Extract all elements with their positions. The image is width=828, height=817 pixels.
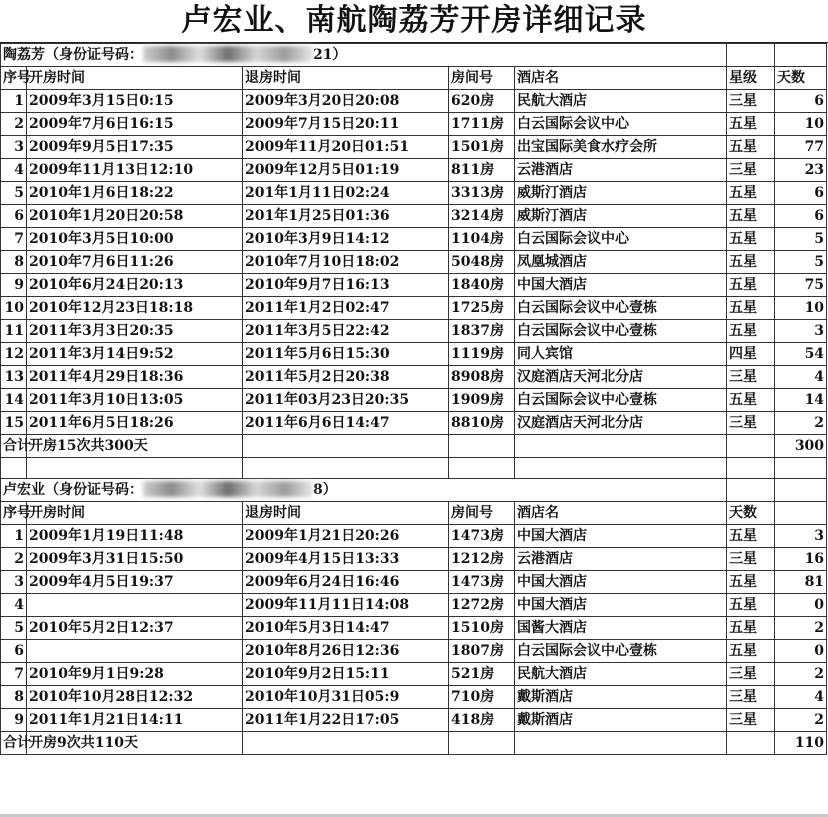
table-row [1, 90, 827, 113]
table-row [1, 182, 827, 205]
section-2-header-row [1, 502, 827, 525]
cell-checkout: 201年1月25日01:36 [243, 205, 449, 228]
cell-star: 五星 [727, 136, 775, 159]
cell-no: 2 [1, 548, 27, 571]
cell-room: 1510房 [449, 617, 515, 640]
cell-hotel: 汉庭酒店天河北分店 [515, 366, 727, 389]
cell-hotel: 民航大酒店 [515, 90, 727, 113]
header-hotel: 酒店名 [515, 502, 727, 525]
cell-checkin: 2009年3月31日15:50 [27, 548, 243, 571]
table-row [1, 617, 827, 640]
cell-checkout: 2010年5月3日14:47 [243, 617, 449, 640]
cell-checkout: 2011年03月23日20:35 [243, 389, 449, 412]
cell-checkout: 2009年11月11日14:08 [243, 594, 449, 617]
cell-checkout: 2011年5月2日20:38 [243, 366, 449, 389]
cell-days: 2 [775, 709, 827, 732]
cell-no: 10 [1, 297, 27, 320]
section-1-label-row [1, 44, 827, 67]
cell-checkin: 2009年4月5日19:37 [27, 571, 243, 594]
cell-hotel: 中国大酒店 [515, 274, 727, 297]
cell-room: 1807房 [449, 640, 515, 663]
cell-star: 四星 [727, 343, 775, 366]
cell-star: 三星 [727, 663, 775, 686]
cell-room: 418房 [449, 709, 515, 732]
cell-checkin: 2010年12月23日18:18 [27, 297, 243, 320]
cell-hotel: 白云国际会议中心壹栋 [515, 389, 727, 412]
cell-no: 12 [1, 343, 27, 366]
cell-days: 4 [775, 366, 827, 389]
cell-star: 三星 [727, 686, 775, 709]
cell-days: 2 [775, 663, 827, 686]
cell-checkout: 2011年6月6日14:47 [243, 412, 449, 435]
cell-days: 6 [775, 90, 827, 113]
cell-room: 1909房 [449, 389, 515, 412]
cell-room: 1711房 [449, 113, 515, 136]
blank-row [1, 458, 827, 479]
table-row [1, 297, 827, 320]
header-hotel: 酒店名 [515, 67, 727, 90]
table-row [1, 251, 827, 274]
cell-room: 1272房 [449, 594, 515, 617]
cell-no: 11 [1, 320, 27, 343]
cell-days: 5 [775, 251, 827, 274]
cell-checkout: 2010年9月2日15:11 [243, 663, 449, 686]
table-row [1, 412, 827, 435]
records-table [0, 43, 827, 755]
cell-no: 9 [1, 709, 27, 732]
cell-days: 0 [775, 594, 827, 617]
cell-room: 521房 [449, 663, 515, 686]
cell-no: 13 [1, 366, 27, 389]
cell-checkout: 2011年3月5日22:42 [243, 320, 449, 343]
cell-days: 16 [775, 548, 827, 571]
cell-days: 14 [775, 389, 827, 412]
cell-checkout: 2009年4月15日13:33 [243, 548, 449, 571]
cell-room: 710房 [449, 686, 515, 709]
cell-hotel: 白云国际会议中心壹栋 [515, 320, 727, 343]
cell-star: 五星 [727, 525, 775, 548]
cell-star: 五星 [727, 320, 775, 343]
cell-no: 14 [1, 389, 27, 412]
cell-hotel: 白云国际会议中心壹栋 [515, 297, 727, 320]
cell-checkin: 2010年10月28日12:32 [27, 686, 243, 709]
page-title: 卢宏业、南航陶荔芳开房详细记录 [0, 0, 828, 43]
table-row [1, 594, 827, 617]
cell-star: 三星 [727, 159, 775, 182]
table-row [1, 640, 827, 663]
cell-checkin [27, 640, 243, 663]
table-row [1, 113, 827, 136]
cell-checkout: 2010年3月9日14:12 [243, 228, 449, 251]
cell-room: 620房 [449, 90, 515, 113]
cell-days: 6 [775, 205, 827, 228]
table-row [1, 274, 827, 297]
section-1-total-row [1, 435, 827, 458]
cell-no: 1 [1, 90, 27, 113]
cell-star: 三星 [727, 709, 775, 732]
cell-hotel: 中国大酒店 [515, 525, 727, 548]
redacted-id [143, 46, 313, 62]
total-text: 开房15次共300天 [27, 435, 243, 458]
table-row [1, 525, 827, 548]
cell-hotel: 白云国际会议中心壹栋 [515, 640, 727, 663]
cell-checkin: 2011年3月14日9:52 [27, 343, 243, 366]
header-checkout: 退房时间 [243, 502, 449, 525]
cell-no: 7 [1, 663, 27, 686]
cell-checkin: 2009年9月5日17:35 [27, 136, 243, 159]
cell-room: 1212房 [449, 548, 515, 571]
cell-days: 75 [775, 274, 827, 297]
cell-hotel: 国酱大酒店 [515, 617, 727, 640]
cell-days: 3 [775, 525, 827, 548]
cell-hotel: 威斯汀酒店 [515, 205, 727, 228]
cell-checkin: 2010年5月2日12:37 [27, 617, 243, 640]
cell-checkin: 2011年6月5日18:26 [27, 412, 243, 435]
cell-checkout: 2009年6月24日16:46 [243, 571, 449, 594]
cell-star: 五星 [727, 228, 775, 251]
cell-room: 1104房 [449, 228, 515, 251]
cell-checkin: 2009年11月13日12:10 [27, 159, 243, 182]
cell-days: 77 [775, 136, 827, 159]
table-row [1, 320, 827, 343]
cell-room: 5048房 [449, 251, 515, 274]
cell-room: 1473房 [449, 525, 515, 548]
cell-checkout: 2011年5月6日15:30 [243, 343, 449, 366]
cell-star: 五星 [727, 205, 775, 228]
cell-days: 10 [775, 297, 827, 320]
cell-star: 五星 [727, 182, 775, 205]
cell-checkin: 2009年7月6日16:15 [27, 113, 243, 136]
cell-star: 五星 [727, 274, 775, 297]
cell-hotel: 岀宝国际美食水疗会所 [515, 136, 727, 159]
total-text: 开房9次共110天 [27, 732, 243, 755]
section-2-total-row [1, 732, 827, 755]
cell-hotel: 同人宾馆 [515, 343, 727, 366]
cell-hotel: 汉庭酒店天河北分店 [515, 412, 727, 435]
cell-checkin: 2010年3月5日10:00 [27, 228, 243, 251]
header-star: 天数 [727, 502, 775, 525]
cell-star: 五星 [727, 389, 775, 412]
table-row [1, 571, 827, 594]
cell-no: 5 [1, 182, 27, 205]
header-room: 房间号 [449, 502, 515, 525]
section-2-label-row [1, 479, 827, 502]
cell-checkin: 2009年1月19日11:48 [27, 525, 243, 548]
cell-hotel: 中国大酒店 [515, 594, 727, 617]
cell-no: 4 [1, 594, 27, 617]
cell-checkout: 2009年12月5日01:19 [243, 159, 449, 182]
cell-hotel: 戴斯酒店 [515, 709, 727, 732]
total-label: 合计 [1, 732, 27, 755]
cell-no: 15 [1, 412, 27, 435]
header-room: 房间号 [449, 67, 515, 90]
cell-checkout: 2010年7月10日18:02 [243, 251, 449, 274]
cell-star: 三星 [727, 412, 775, 435]
cell-checkin: 2010年1月6日18:22 [27, 182, 243, 205]
cell-room: 1119房 [449, 343, 515, 366]
cell-no: 8 [1, 251, 27, 274]
cell-room: 1837房 [449, 320, 515, 343]
cell-no: 1 [1, 525, 27, 548]
table-row [1, 228, 827, 251]
cell-star: 三星 [727, 366, 775, 389]
cell-hotel: 云港酒店 [515, 548, 727, 571]
cell-room: 1473房 [449, 571, 515, 594]
cell-checkin: 2009年3月15日0:15 [27, 90, 243, 113]
header-checkin: 开房时间 [27, 502, 243, 525]
cell-hotel: 云港酒店 [515, 159, 727, 182]
cell-checkout: 2010年8月26日12:36 [243, 640, 449, 663]
cell-days: 10 [775, 113, 827, 136]
header-star: 星级 [727, 67, 775, 90]
cell-room: 1840房 [449, 274, 515, 297]
cell-days: 6 [775, 182, 827, 205]
cell-no: 9 [1, 274, 27, 297]
table-row [1, 709, 827, 732]
cell-days: 0 [775, 640, 827, 663]
cell-hotel: 民航大酒店 [515, 663, 727, 686]
cell-no: 3 [1, 571, 27, 594]
table-row [1, 366, 827, 389]
cell-checkin: 2010年6月24日20:13 [27, 274, 243, 297]
cell-star: 五星 [727, 640, 775, 663]
cell-room: 1501房 [449, 136, 515, 159]
cell-days: 23 [775, 159, 827, 182]
cell-star: 五星 [727, 617, 775, 640]
cell-checkin: 2010年1月20日20:58 [27, 205, 243, 228]
cell-checkin [27, 594, 243, 617]
cell-days: 2 [775, 412, 827, 435]
cell-room: 3214房 [449, 205, 515, 228]
cell-hotel: 戴斯酒店 [515, 686, 727, 709]
cell-checkout: 2009年3月20日20:08 [243, 90, 449, 113]
cell-star: 五星 [727, 571, 775, 594]
header-days [775, 502, 827, 525]
cell-star: 五星 [727, 251, 775, 274]
cell-checkin: 2011年3月10日13:05 [27, 389, 243, 412]
header-no: 序号 [1, 67, 27, 90]
cell-room: 8810房 [449, 412, 515, 435]
cell-checkout: 2009年7月15日20:11 [243, 113, 449, 136]
section-1-header-row [1, 67, 827, 90]
cell-checkout: 2009年1月21日20:26 [243, 525, 449, 548]
total-label: 合计 [1, 435, 27, 458]
cell-checkout: 201年1月11日02:24 [243, 182, 449, 205]
section-2-label: 卢宏业（身份证号码： 8） [1, 479, 727, 502]
cell-star: 三星 [727, 548, 775, 571]
table-row [1, 136, 827, 159]
cell-star: 三星 [727, 90, 775, 113]
cell-checkout: 2010年10月31日05:9 [243, 686, 449, 709]
cell-no: 2 [1, 113, 27, 136]
cell-hotel: 威斯汀酒店 [515, 182, 727, 205]
cell-no: 3 [1, 136, 27, 159]
section-1-label: 陶荔芳（身份证号码： 21） [1, 44, 727, 67]
header-checkout: 退房时间 [243, 67, 449, 90]
table-row [1, 205, 827, 228]
cell-room: 8908房 [449, 366, 515, 389]
cell-days: 3 [775, 320, 827, 343]
cell-room: 1725房 [449, 297, 515, 320]
cell-no: 6 [1, 205, 27, 228]
cell-room: 811房 [449, 159, 515, 182]
cell-star: 五星 [727, 297, 775, 320]
cell-checkin: 2010年9月1日9:28 [27, 663, 243, 686]
cell-hotel: 白云国际会议中心 [515, 113, 727, 136]
total-days: 110 [775, 732, 827, 755]
cell-room: 3313房 [449, 182, 515, 205]
cell-days: 81 [775, 571, 827, 594]
redacted-id [143, 481, 313, 497]
cell-no: 8 [1, 686, 27, 709]
cell-checkout: 2011年1月22日17:05 [243, 709, 449, 732]
cell-no: 5 [1, 617, 27, 640]
cell-no: 7 [1, 228, 27, 251]
cell-days: 54 [775, 343, 827, 366]
table-row [1, 548, 827, 571]
table-row [1, 663, 827, 686]
total-days: 300 [775, 435, 827, 458]
header-days: 天数 [775, 67, 827, 90]
table-row [1, 343, 827, 366]
cell-checkin: 2011年4月29日18:36 [27, 366, 243, 389]
cell-checkin: 2011年3月3日20:35 [27, 320, 243, 343]
table-row [1, 686, 827, 709]
cell-hotel: 白云国际会议中心 [515, 228, 727, 251]
header-checkin: 开房时间 [27, 67, 243, 90]
cell-hotel: 凤凰城酒店 [515, 251, 727, 274]
cell-no: 6 [1, 640, 27, 663]
cell-star: 五星 [727, 113, 775, 136]
cell-checkin: 2011年1月21日14:11 [27, 709, 243, 732]
table-row [1, 389, 827, 412]
header-no: 序号 [1, 502, 27, 525]
cell-star: 五星 [727, 594, 775, 617]
cell-days: 5 [775, 228, 827, 251]
cell-checkin: 2010年7月6日11:26 [27, 251, 243, 274]
cell-no: 4 [1, 159, 27, 182]
cell-checkout: 2010年9月7日16:13 [243, 274, 449, 297]
cell-hotel: 中国大酒店 [515, 571, 727, 594]
cell-checkout: 2009年11月20日01:51 [243, 136, 449, 159]
cell-days: 2 [775, 617, 827, 640]
table-row [1, 159, 827, 182]
cell-checkout: 2011年1月2日02:47 [243, 297, 449, 320]
cell-days: 4 [775, 686, 827, 709]
